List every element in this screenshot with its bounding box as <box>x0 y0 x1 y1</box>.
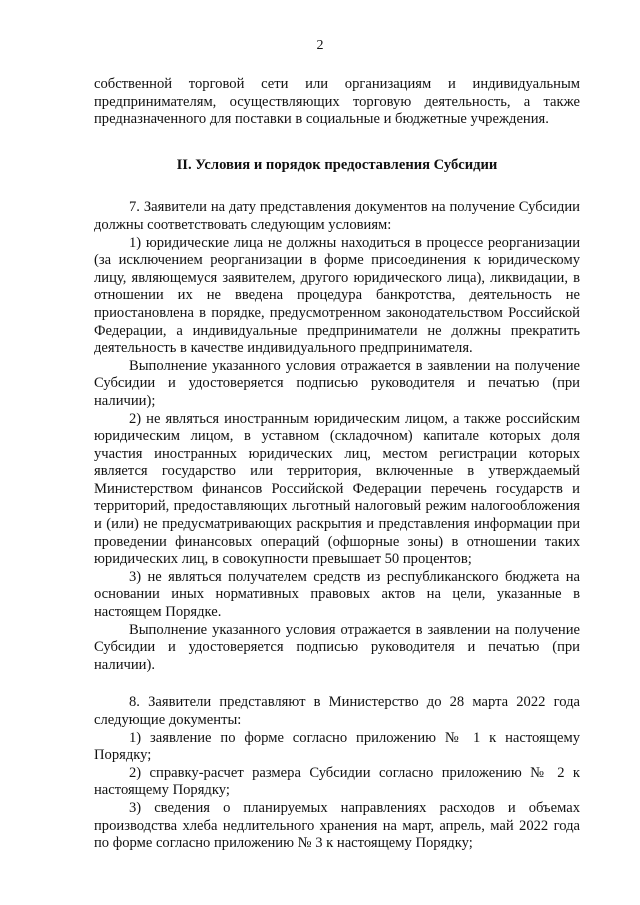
paragraph-document-1: 1) заявление по форме согласно приложению № 1 к настоящему Порядку; <box>94 729 580 764</box>
paragraph-condition-note: Выполнение указанного условия отражается в заявлении на получение Субсидии и удостоверяется подписью руководителя и печатью (при наличии). <box>94 621 580 673</box>
continuation-paragraph: собственной торговой сети или организациям и индивидуальным предпринимателям, осуществляющих торговую деятельность, а также предназначенного для поставки в социальные и бюджетные учреждения. <box>94 76 580 128</box>
paragraph-subitem-2: 2) не являться иностранным юридическим лицом, а также российским юридическим лицом, в уставном (складочном) капитале которых доля участия иностранных юридических лиц, местом регистрации которых является государство или территория, включенные в утверждаемый Министерством финансов Российской Федерации перечень государств и территорий, предоставляющих льготный налоговый режим налогообложения и (или) не предусматривающих раскрытия и представления информации при проведении финансовых операций (офшорные зоны) в отношении таких юридических лиц, в совокупности превышает 50 процентов; <box>94 410 580 568</box>
paragraph-subitem-1: 1) юридические лица не должны находиться в процессе реорганизации (за исключением реорганизации в форме присоединения к юридическому лицу, являющемуся заявителем, другого юридического лица), ликвидации, в отношении их не введена процедура банкротства, деятельность не приостановлена в порядке, предусмотренном законодательством Российской Федерации, а индивидуальные предприниматели не должны прекратить деятельность в качестве индивидуального предпринимателя. <box>94 234 580 357</box>
paragraph-item-8: 8. Заявители представляют в Министерство до 28 марта 2022 года следующие документы: <box>94 694 580 728</box>
paragraph-subitem-3: 3) не являться получателем средств из республиканского бюджета на основании иных нормативных правовых актов на цели, указанные в настоящем Порядке. <box>94 568 580 621</box>
page-number: 2 <box>316 38 324 53</box>
document-body <box>94 76 580 853</box>
paragraph-condition-note: Выполнение указанного условия отражается в заявлении на получение Субсидии и удостоверяется подписью руководителя и печатью (при наличии); <box>94 357 580 409</box>
paragraph-document-2: 2) справку-расчет размера Субсидии согласно приложению № 2 к настоящему Порядку; <box>94 764 580 799</box>
paragraph-item-7: 7. Заявители на дату представления документов на получение Субсидии должны соответствовать следующим условиям: <box>94 199 580 233</box>
section-heading: II. Условия и порядок предоставления Субсидии <box>176 156 498 173</box>
paragraph-document-3: 3) сведения о планируемых направлениях расходов и объемах производства хлеба недлительного хранения на март, апрель, май 2022 года по форме согласно приложению № 3 к настоящему Порядку; <box>94 799 580 852</box>
